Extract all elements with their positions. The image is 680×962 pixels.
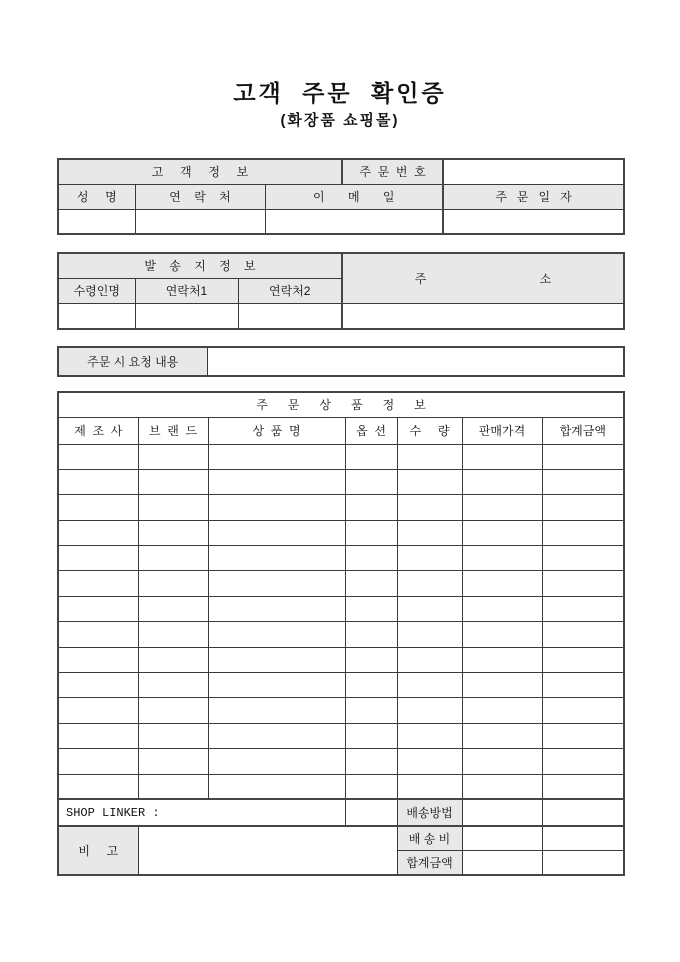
order-item-cell bbox=[138, 774, 208, 799]
order-item-row bbox=[58, 495, 624, 520]
order-item-cell bbox=[208, 444, 345, 469]
order-item-cell bbox=[58, 571, 138, 596]
order-item-row bbox=[58, 647, 624, 672]
order-item-cell bbox=[58, 546, 138, 571]
order-item-cell bbox=[462, 546, 542, 571]
order-item-cell bbox=[345, 647, 397, 672]
order-item-cell bbox=[345, 469, 397, 494]
order-item-cell bbox=[208, 622, 345, 647]
order-item-row bbox=[58, 622, 624, 647]
column-header-product-name: 상 품 명 bbox=[208, 417, 345, 444]
order-item-cell bbox=[462, 647, 542, 672]
order-item-cell bbox=[345, 723, 397, 748]
order-item-cell bbox=[345, 596, 397, 621]
order-item-row bbox=[58, 698, 624, 723]
order-item-cell bbox=[58, 622, 138, 647]
page-subtitle: (화장품 쇼핑몰) bbox=[280, 112, 400, 129]
order-item-cell bbox=[58, 444, 138, 469]
order-item-cell bbox=[208, 571, 345, 596]
order-item-cell bbox=[542, 469, 624, 494]
shipping-fee-label-cell: 배 송 비 bbox=[397, 826, 462, 851]
column-header-unit-price: 판매가격 bbox=[462, 417, 542, 444]
order-item-cell bbox=[397, 774, 462, 799]
order-item-row bbox=[58, 596, 624, 621]
contact1-header-cell: 연락처1 bbox=[135, 278, 238, 303]
order-item-cell bbox=[208, 495, 345, 520]
order-item-cell bbox=[208, 673, 345, 698]
order-item-cell bbox=[208, 546, 345, 571]
order-item-cell bbox=[58, 698, 138, 723]
order-item-cell bbox=[345, 622, 397, 647]
order-item-cell bbox=[345, 749, 397, 774]
shipping-info-table bbox=[57, 252, 625, 330]
order-item-cell bbox=[397, 673, 462, 698]
contact-value-cell bbox=[135, 209, 265, 234]
order-request-table bbox=[57, 346, 625, 377]
order-item-cell bbox=[397, 571, 462, 596]
request-label-cell: 주문 시 요청 내용 bbox=[58, 347, 207, 376]
order-item-cell bbox=[138, 596, 208, 621]
order-item-cell bbox=[138, 698, 208, 723]
column-header-brand: 브 랜 드 bbox=[138, 417, 208, 444]
order-items-body bbox=[58, 444, 624, 799]
order-item-cell bbox=[208, 774, 345, 799]
shipping-method-amount-cell bbox=[542, 799, 624, 826]
total-amount-amount-cell bbox=[542, 851, 624, 876]
order-item-cell bbox=[208, 723, 345, 748]
request-value-cell bbox=[207, 347, 624, 376]
order-item-cell bbox=[208, 520, 345, 545]
order-number-label: 주 문 번 호 bbox=[342, 159, 443, 184]
order-item-cell bbox=[397, 723, 462, 748]
email-value-cell bbox=[265, 209, 443, 234]
order-item-cell bbox=[462, 444, 542, 469]
order-item-cell bbox=[138, 495, 208, 520]
order-item-cell bbox=[138, 647, 208, 672]
order-item-cell bbox=[397, 444, 462, 469]
order-item-cell bbox=[397, 749, 462, 774]
address-value-cell bbox=[342, 303, 624, 329]
order-item-cell bbox=[397, 546, 462, 571]
total-amount-label-cell: 합계금액 bbox=[397, 851, 462, 876]
shipping-method-value-cell bbox=[462, 799, 542, 826]
contact2-header-cell: 연락처2 bbox=[238, 278, 342, 303]
page-title: 고객 주문 확인증 bbox=[233, 80, 447, 106]
order-item-row bbox=[58, 749, 624, 774]
note-value-cell bbox=[138, 826, 397, 875]
order-item-cell bbox=[462, 520, 542, 545]
order-item-cell bbox=[542, 444, 624, 469]
order-item-cell bbox=[345, 495, 397, 520]
order-item-cell bbox=[397, 495, 462, 520]
customer-info-section-header: 고 객 정 보 bbox=[58, 159, 342, 184]
order-item-cell bbox=[462, 622, 542, 647]
order-item-cell bbox=[138, 571, 208, 596]
order-item-row bbox=[58, 444, 624, 469]
order-item-cell bbox=[397, 622, 462, 647]
order-item-cell bbox=[138, 622, 208, 647]
column-header-quantity: 수 량 bbox=[397, 417, 462, 444]
contact1-value-cell bbox=[135, 303, 238, 329]
order-item-cell bbox=[462, 673, 542, 698]
order-item-cell bbox=[345, 698, 397, 723]
shipping-fee-amount-cell bbox=[542, 826, 624, 851]
order-item-cell bbox=[542, 647, 624, 672]
order-item-cell bbox=[462, 698, 542, 723]
order-item-cell bbox=[397, 647, 462, 672]
order-item-cell bbox=[345, 774, 397, 799]
order-item-cell bbox=[542, 749, 624, 774]
order-number-value-cell bbox=[443, 159, 624, 184]
order-item-cell bbox=[138, 546, 208, 571]
order-item-cell bbox=[542, 774, 624, 799]
order-item-row bbox=[58, 673, 624, 698]
shipping-info-section-header: 발 송 지 정 보 bbox=[58, 253, 342, 278]
order-item-row bbox=[58, 546, 624, 571]
order-item-row bbox=[58, 520, 624, 545]
order-item-cell bbox=[542, 520, 624, 545]
order-item-cell bbox=[58, 647, 138, 672]
contact-header-cell: 연 락 처 bbox=[135, 184, 265, 209]
order-items-table bbox=[57, 391, 625, 876]
order-item-cell bbox=[58, 673, 138, 698]
column-header-option: 옵 션 bbox=[345, 417, 397, 444]
order-item-cell bbox=[345, 444, 397, 469]
order-item-cell bbox=[345, 673, 397, 698]
order-item-row bbox=[58, 723, 624, 748]
order-item-cell bbox=[397, 469, 462, 494]
order-item-cell bbox=[542, 495, 624, 520]
order-item-cell bbox=[542, 571, 624, 596]
receiver-value-cell bbox=[58, 303, 135, 329]
order-item-cell bbox=[397, 698, 462, 723]
order-item-cell bbox=[462, 571, 542, 596]
order-item-cell bbox=[138, 444, 208, 469]
order-item-cell bbox=[208, 647, 345, 672]
shop-linker-cell: SHOP LINKER : bbox=[58, 799, 345, 826]
shipping-fee-value-cell bbox=[462, 826, 542, 851]
order-item-cell bbox=[542, 546, 624, 571]
note-label-cell: 비 고 bbox=[58, 826, 138, 875]
column-header-manufacturer: 제 조 사 bbox=[58, 417, 138, 444]
name-value-cell bbox=[58, 209, 135, 234]
order-item-cell bbox=[58, 596, 138, 621]
order-item-cell bbox=[58, 723, 138, 748]
email-header-cell: 이 메 일 bbox=[265, 184, 443, 209]
order-item-cell bbox=[462, 495, 542, 520]
order-item-cell bbox=[542, 673, 624, 698]
order-item-cell bbox=[208, 596, 345, 621]
order-item-row bbox=[58, 469, 624, 494]
address-header-cell: 주 소 bbox=[342, 253, 624, 303]
order-item-cell bbox=[397, 596, 462, 621]
order-date-value-cell bbox=[443, 209, 624, 234]
order-item-cell bbox=[208, 698, 345, 723]
order-item-cell bbox=[138, 520, 208, 545]
order-item-cell bbox=[462, 723, 542, 748]
total-amount-value-cell bbox=[462, 851, 542, 876]
order-item-cell bbox=[462, 774, 542, 799]
order-item-cell bbox=[345, 571, 397, 596]
customer-info-table bbox=[57, 158, 625, 235]
receiver-header-cell: 수령인명 bbox=[58, 278, 135, 303]
order-item-cell bbox=[542, 698, 624, 723]
order-item-cell bbox=[58, 749, 138, 774]
order-item-cell bbox=[345, 546, 397, 571]
order-item-row bbox=[58, 774, 624, 799]
order-item-cell bbox=[58, 495, 138, 520]
order-item-cell bbox=[58, 469, 138, 494]
order-item-cell bbox=[462, 749, 542, 774]
order-item-cell bbox=[542, 622, 624, 647]
name-header-cell: 성 명 bbox=[58, 184, 135, 209]
order-item-cell bbox=[345, 520, 397, 545]
order-item-cell bbox=[462, 469, 542, 494]
order-item-cell bbox=[138, 749, 208, 774]
order-date-header-cell: 주 문 일 자 bbox=[443, 184, 624, 209]
contact2-value-cell bbox=[238, 303, 342, 329]
order-item-cell bbox=[542, 596, 624, 621]
order-item-row bbox=[58, 571, 624, 596]
order-item-cell bbox=[208, 749, 345, 774]
order-item-cell bbox=[138, 673, 208, 698]
shop-linker-spacer-cell bbox=[345, 799, 397, 826]
order-item-cell bbox=[138, 469, 208, 494]
column-header-total-price: 합계금액 bbox=[542, 417, 624, 444]
shipping-method-label-cell: 배송방법 bbox=[397, 799, 462, 826]
order-item-cell bbox=[397, 520, 462, 545]
order-item-cell bbox=[208, 469, 345, 494]
order-items-section-header: 주 문 상 품 정 보 bbox=[58, 392, 624, 417]
order-item-cell bbox=[542, 723, 624, 748]
order-item-cell bbox=[462, 596, 542, 621]
order-item-cell bbox=[138, 723, 208, 748]
order-item-cell bbox=[58, 520, 138, 545]
order-item-cell bbox=[58, 774, 138, 799]
